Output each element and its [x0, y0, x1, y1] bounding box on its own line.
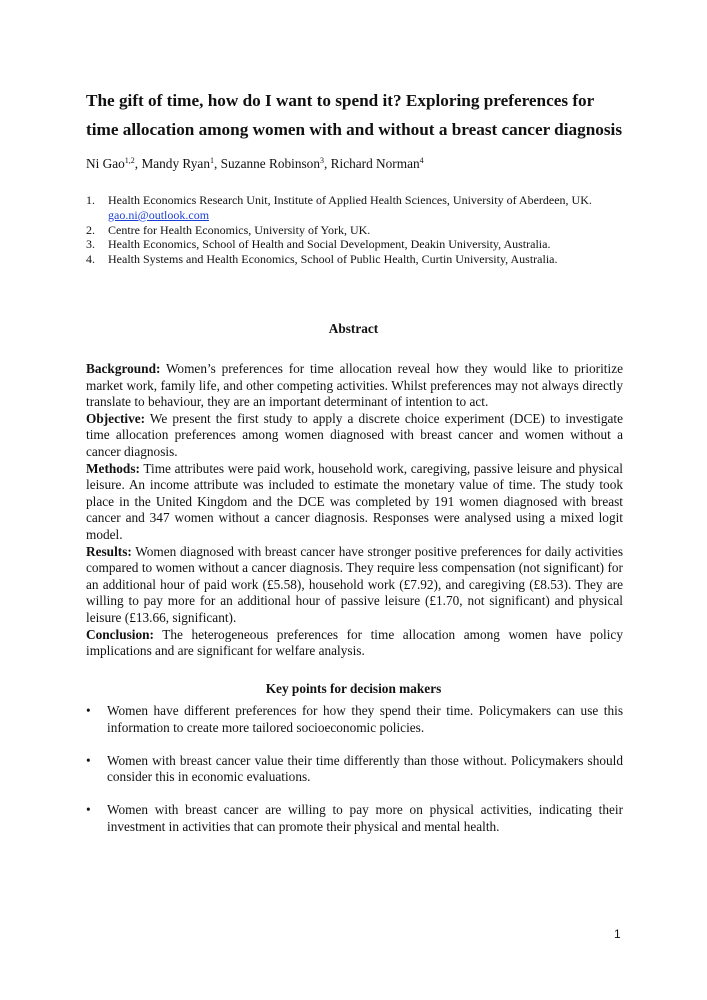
author: Richard Norman$^4$ — [330, 156, 424, 171]
abstract-heading: Abstract — [328, 321, 379, 336]
key-point-item: • Women have different preferences for how they spend their time. Policymakers can use this information to create more tailored socioeconomic policies. — [86, 703, 623, 735]
section-label: Objective: — [86, 410, 146, 426]
abstract-body — [86, 361, 623, 660]
key-point-item: • Women with breast cancer value their time differently than those without. Policymakers should consider this in economic evaluations. — [86, 752, 623, 785]
page-number: 1 — [614, 927, 621, 941]
abstract-conclusion: Conclusion: The heterogeneous preferences for time allocation among women have policy implications and are significant for welfare analysis. — [86, 626, 623, 659]
affiliation-text: Health Systems and Health Economics, School of Public Health, Curtin University, Australia. — [108, 252, 558, 267]
bullet-icon: • — [86, 752, 91, 768]
key-points-heading: Key points for decision makers — [265, 681, 442, 696]
section-label: Results: — [86, 543, 132, 559]
author-affiliation-marker: 4 — [419, 156, 424, 165]
author-list — [86, 156, 424, 172]
affiliation-number: 3. — [86, 237, 95, 252]
affiliation-text: Health Economics, School of Health and Social Development, Deakin University, Australia. — [108, 237, 551, 252]
section-label: Methods: — [86, 460, 140, 476]
affiliation-list — [86, 193, 626, 267]
paper-title: The gift of time, how do I want to spend it? Exploring preferences for time allocation among women with and without a breast cancer diagnosis — [86, 91, 623, 139]
affiliation-number: 2. — [86, 222, 95, 237]
affiliation-item — [86, 237, 626, 252]
author: Mandy Ryan$^1$, — [141, 156, 221, 171]
bullet-icon: • — [86, 802, 91, 818]
author-affiliation-marker: 3 — [319, 156, 324, 165]
author-affiliation-marker: 1 — [209, 156, 214, 165]
section-label: Conclusion: — [86, 626, 154, 642]
bullet-icon: • — [86, 703, 91, 718]
email-link[interactable]: gao.ni@outlook.com — [108, 207, 210, 222]
affiliation-text: Health Economics Research Unit, Institute of Applied Health Sciences, University of Aberdeen, UK. — [108, 193, 592, 207]
abstract-objective: Objective: We present the first study to apply a discrete choice experiment (DCE) to investigate time allocation preferences among women diagnosed with breast cancer and women without a cancer diagnosis. — [86, 410, 623, 459]
section-label: Background: — [86, 361, 161, 376]
affiliation-item — [86, 252, 626, 267]
affiliation-item — [86, 223, 626, 238]
affiliation-text: Centre for Health Economics, University of York, UK. — [108, 222, 371, 237]
author: Ni Gao$^{1,2}$, — [86, 156, 142, 171]
abstract-methods: Methods: Time attributes were paid work, household work, caregiving, passive leisure and physical leisure. An income attribute was included to estimate the monetary value of time. The study took place in the United Kingdom and the DCE was completed by 191 women diagnosed with breast cancer and 347 women without a cancer diagnosis. Responses were analysed using a mixed logit model. — [86, 460, 623, 542]
key-points-list — [86, 703, 623, 852]
abstract-results: Results: Women diagnosed with breast cancer have stronger positive preferences for daily activities compared to women without a cancer diagnosis. They require less compensation (not significant) for an additional hour of paid work (£5.58), household work (£7.92), and caregiving (£8.53). They are willing to pay more for an additional hour of passive leisure (£1.70, not significant) and physical leisure (£13.66, significant). — [86, 543, 623, 625]
author-affiliation-marker: 1,2 — [124, 156, 135, 165]
affiliation-number: 1. — [86, 193, 95, 207]
affiliation-item — [86, 193, 626, 223]
affiliation-number: 4. — [86, 252, 95, 267]
author: Suzanne Robinson$^3$, — [220, 156, 331, 171]
key-point-item: • Women with breast cancer are willing to pay more on physical activities, indicating their investment in activities that can promote their physical and mental health. — [86, 802, 623, 834]
abstract-background: Background: Women’s preferences for time allocation reveal how they would like to prioritize market work, family life, and other competing activities. Whilst preferences may not always directly translate to behaviour, they are an important determinant of intention to act. — [86, 361, 623, 410]
